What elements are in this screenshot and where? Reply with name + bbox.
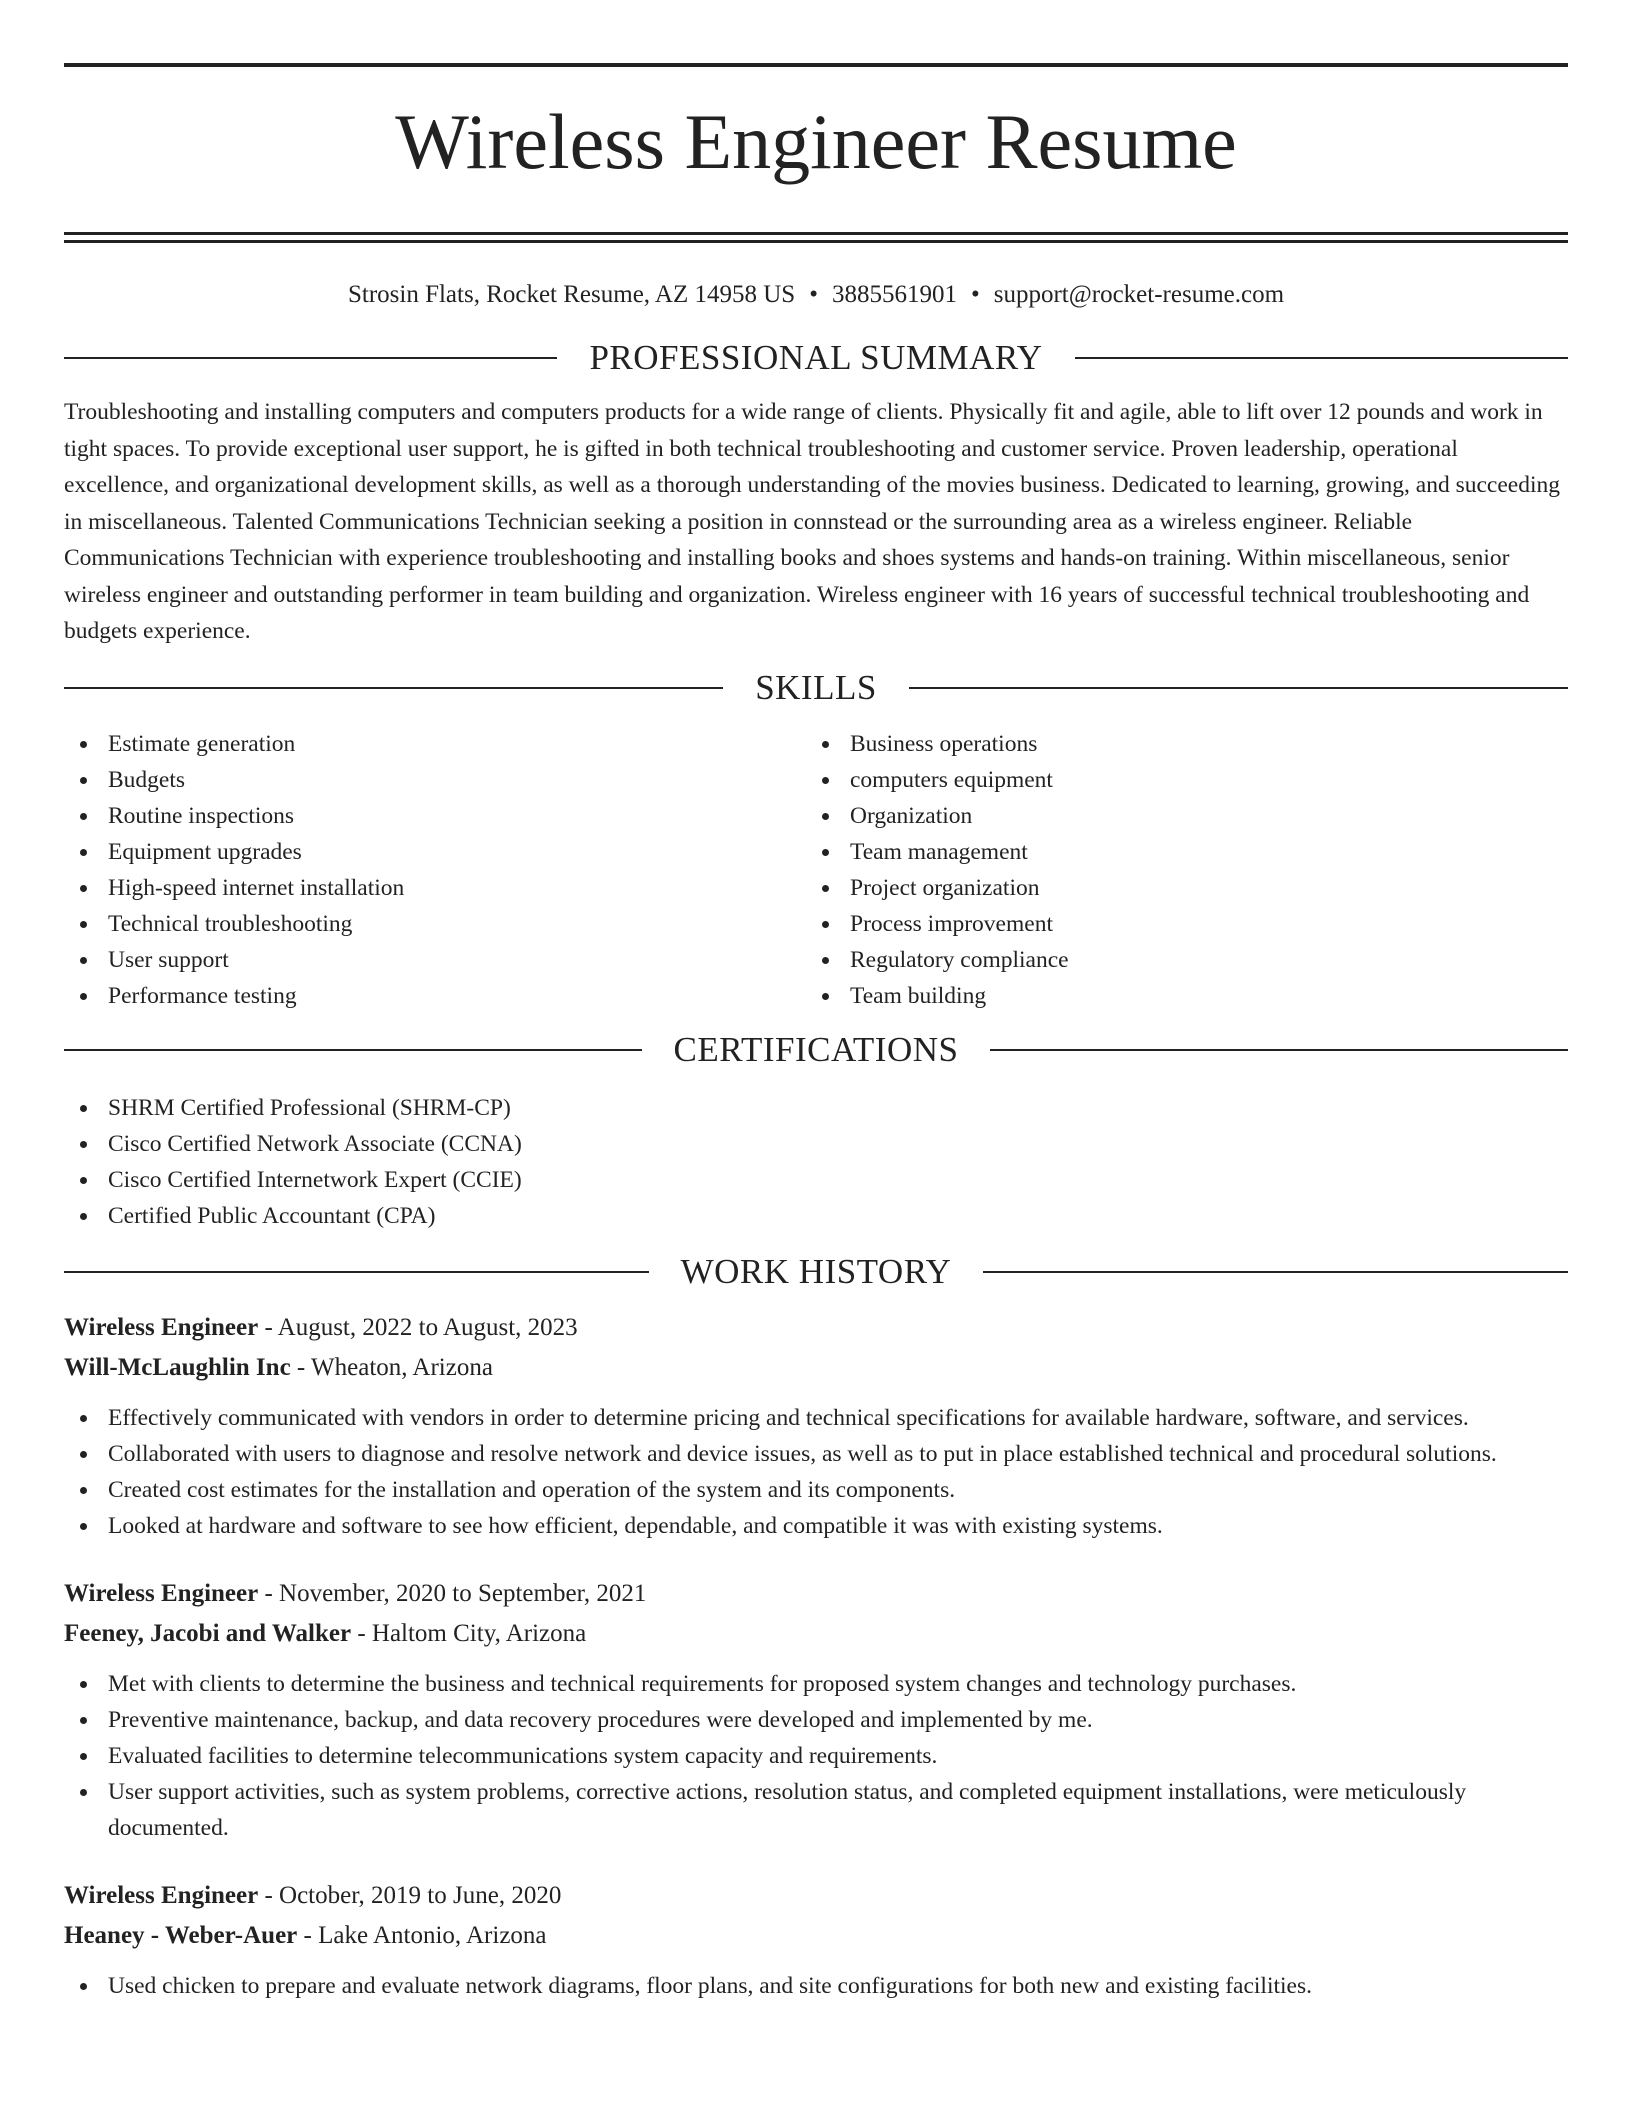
section-title: CERTIFICATIONS — [673, 1029, 959, 1069]
skill-item: Equipment upgrades — [64, 834, 806, 870]
contact-line — [64, 280, 1568, 310]
job-dates: - October, 2019 to June, 2020 — [258, 1881, 562, 1909]
job-dates: - November, 2020 to September, 2021 — [258, 1579, 647, 1607]
section-heading-skills — [64, 668, 1568, 708]
job-bullet: Preventive maintenance, backup, and data recovery procedures were developed and implemented by me. — [64, 1702, 1568, 1738]
job-bullet: Collaborated with users to diagnose and resolve network and device issues, as well as to put in place established technical and procedural solutions. — [64, 1436, 1568, 1472]
resume-page — [64, 0, 1568, 2004]
contact-address: Strosin Flats, Rocket Resume, AZ 14958 US — [347, 281, 796, 308]
job-bullet: Used chicken to prepare and evaluate network diagrams, floor plans, and site configurations for both new and existing facilities. — [64, 1968, 1568, 2004]
heading-rule — [983, 1271, 1568, 1273]
job-bullet: Looked at hardware and software to see how efficient, dependable, and compatible it was with existing systems. — [64, 1508, 1568, 1544]
job-bullets — [64, 1666, 1568, 1846]
job-company-line — [64, 1614, 1568, 1654]
job-title: Wireless Engineer — [64, 1579, 259, 1607]
skill-item: User support — [64, 942, 806, 978]
skill-item: Project organization — [806, 870, 1548, 906]
heading-rule — [1075, 357, 1568, 359]
skills-columns — [64, 726, 1568, 1014]
job-location: - Wheaton, Arizona — [290, 1353, 493, 1381]
job-title-line — [64, 1308, 1568, 1348]
summary-text: Troubleshooting and installing computers and computers products for a wide range of clients. Physically fit and agile, able to lift over 12 pounds and work in tight spaces. To provide exceptional user support, he is gifted in both technical troubleshooting and customer service. Proven leadership, operational excellence, and organizational development skills, as well as a thorough understanding of the movies business. Dedicated to learning, growing, and succeeding in miscellaneous. Talented Communications Technician seeking a position in connstead or the surrounding area as a wireless engineer. Reliable Communications Technician with experience troubleshooting and installing books and shoes systems and hands-on training. Within miscellaneous, senior wireless engineer and outstanding performer in team building and organization. Wireless engineer with 16 years of successful technical troubleshooting and budgets experience. — [64, 399, 1560, 644]
skill-item: Budgets — [64, 762, 806, 798]
job-bullet: Met with clients to determine the business and technical requirements for proposed system changes and technology purchases. — [64, 1666, 1568, 1702]
certification-item: Cisco Certified Internetwork Expert (CCIE) — [64, 1162, 1568, 1198]
job-company: Heaney - Weber-Auer — [64, 1921, 298, 1949]
contact-separator: • — [970, 281, 980, 308]
skill-item: Process improvement — [806, 906, 1548, 942]
job-bullet: Effectively communicated with vendors in order to determine pricing and technical specifications for available hardware, software, and services. — [64, 1400, 1568, 1436]
heading-rule — [64, 1049, 642, 1051]
job-company-line — [64, 1916, 1568, 1956]
skill-item: Performance testing — [64, 978, 806, 1014]
job-title-line — [64, 1876, 1568, 1916]
certification-item: Certified Public Accountant (CPA) — [64, 1198, 1568, 1234]
heading-rule — [64, 1271, 649, 1273]
skills-list-left — [64, 726, 806, 1014]
certification-item: SHRM Certified Professional (SHRM-CP) — [64, 1090, 1568, 1126]
job-bullet: User support activities, such as system problems, corrective actions, resolution status, and completed equipment installations, were meticulously documented. — [64, 1774, 1568, 1846]
job-location: - Lake Antonio, Arizona — [297, 1921, 547, 1949]
skill-item: Estimate generation — [64, 726, 806, 762]
title-double-rule — [64, 232, 1568, 243]
job-entry — [64, 1308, 1568, 1544]
skill-item: Team management — [806, 834, 1548, 870]
job-company: Feeney, Jacobi and Walker — [64, 1619, 352, 1647]
section-heading-work-history — [64, 1252, 1568, 1292]
heading-rule — [909, 687, 1568, 689]
job-dates: - August, 2022 to August, 2023 — [258, 1313, 578, 1341]
skill-item: Organization — [806, 798, 1548, 834]
job-bullet: Created cost estimates for the installation and operation of the system and its components. — [64, 1472, 1568, 1508]
contact-email[interactable]: support@rocket-resume.com — [993, 281, 1285, 308]
job-location: - Haltom City, Arizona — [351, 1619, 587, 1647]
heading-rule — [64, 687, 723, 689]
certification-item: Cisco Certified Network Associate (CCNA) — [64, 1126, 1568, 1162]
job-bullets — [64, 1400, 1568, 1544]
certifications-list — [64, 1090, 1568, 1234]
section-heading-certifications — [64, 1030, 1568, 1070]
contact-phone: 3885561901 — [831, 281, 957, 308]
skill-item: Routine inspections — [64, 798, 806, 834]
job-title-line — [64, 1574, 1568, 1614]
heading-rule — [990, 1049, 1568, 1051]
skill-item: computers equipment — [806, 762, 1548, 798]
job-entry — [64, 1574, 1568, 1846]
section-title: PROFESSIONAL SUMMARY — [589, 338, 1043, 377]
job-title: Wireless Engineer — [64, 1313, 259, 1341]
skill-item: Technical troubleshooting — [64, 906, 806, 942]
skill-item: Regulatory compliance — [806, 942, 1548, 978]
job-title: Wireless Engineer — [64, 1881, 259, 1909]
resume-title: Wireless Engineer Resume — [395, 98, 1237, 185]
job-bullet: Evaluated facilities to determine telecommunications system capacity and requirements. — [64, 1738, 1568, 1774]
skill-item: Business operations — [806, 726, 1548, 762]
skill-item: Team building — [806, 978, 1548, 1014]
job-company-line — [64, 1348, 1568, 1388]
job-entry — [64, 1876, 1568, 2004]
job-company: Will-McLaughlin Inc — [64, 1353, 291, 1381]
skill-item: High-speed internet installation — [64, 870, 806, 906]
job-bullets — [64, 1968, 1568, 2004]
skills-list-right — [806, 726, 1548, 1014]
section-title: SKILLS — [755, 667, 877, 707]
heading-rule — [64, 357, 557, 359]
section-heading-summary — [64, 338, 1568, 378]
contact-separator: • — [809, 281, 818, 308]
section-title: WORK HISTORY — [680, 1251, 952, 1291]
